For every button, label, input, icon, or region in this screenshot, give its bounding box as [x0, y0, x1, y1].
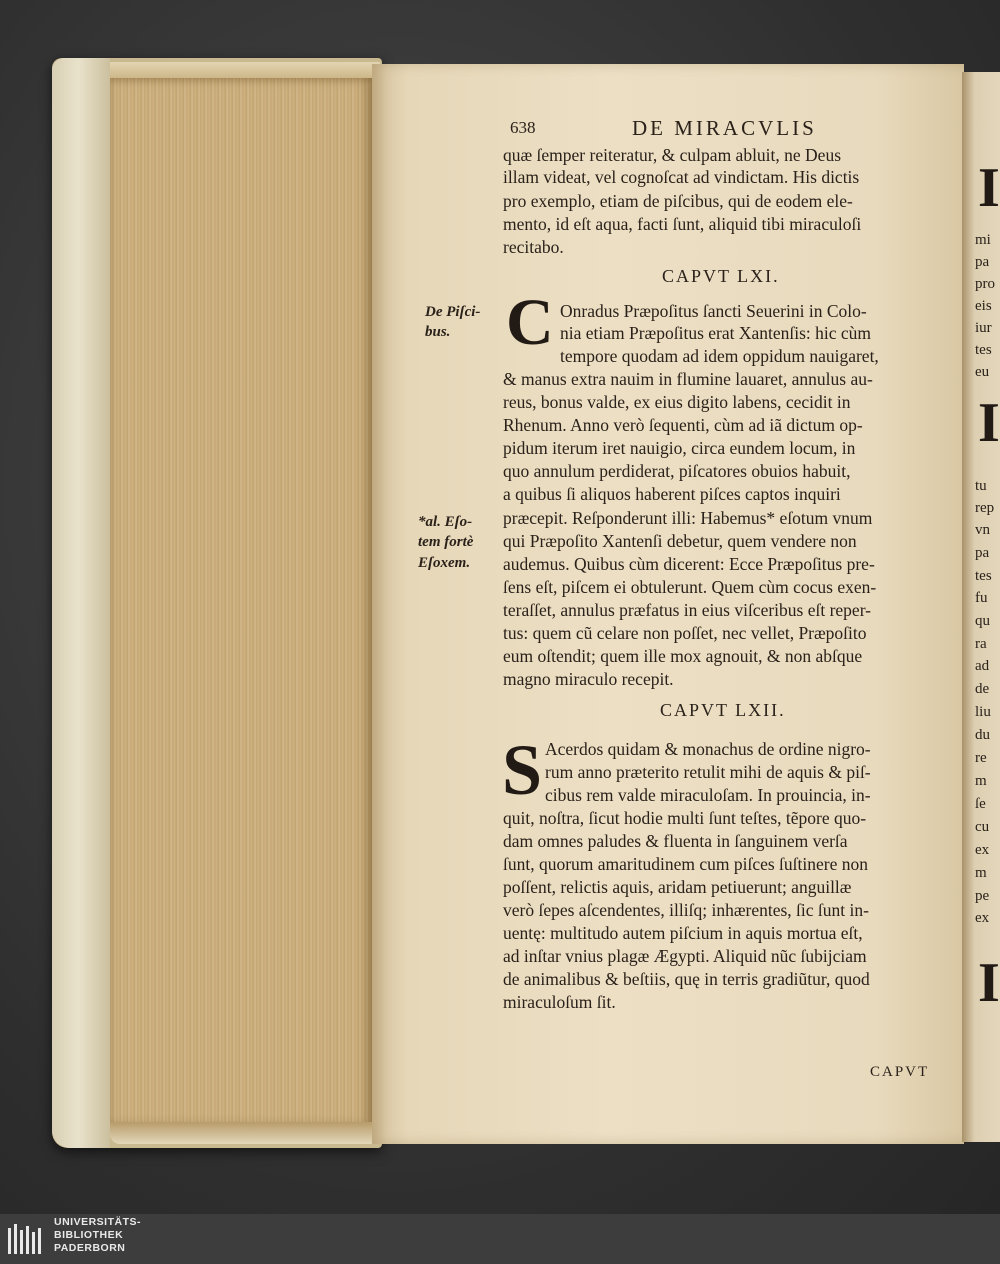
- facing-fragment: tes: [975, 342, 992, 358]
- facing-fragment: pro: [975, 276, 995, 292]
- text-line: tempore quodam ad idem oppidum nauigaret,: [560, 346, 879, 366]
- facing-fragment: m: [975, 865, 987, 881]
- facing-fragment: ex: [975, 842, 990, 858]
- text-line: poſſent, relictis aquis, aridam petiuerunt; anguillæ: [503, 877, 852, 897]
- catchword: CAPVT: [870, 1064, 930, 1080]
- text-line: verò ſepes aſcendentes, illiſq; inhærentes, ſic ſunt in-: [503, 900, 869, 920]
- text-line: recitabo.: [503, 237, 564, 257]
- facing-fragment: eis: [975, 298, 992, 314]
- facing-fragment: re: [975, 750, 987, 766]
- text-line: qui Præpoſito Xantenſi debetur, quem vendere non: [503, 531, 857, 551]
- facing-fragment: vn: [975, 522, 990, 538]
- text-line: cibus rem valde miraculoſam. In prouincia, in-: [545, 785, 871, 805]
- text-line: & manus extra nauim in flumine lauaret, annulus au-: [503, 369, 873, 389]
- facing-fragment: qu: [975, 613, 990, 629]
- text-line: reus, bonus valde, ex eius digito labens, cecidit in: [503, 392, 851, 412]
- facing-fragment: rep: [975, 500, 995, 516]
- facing-fragment: iur: [975, 320, 992, 336]
- facing-fragment: pe: [975, 888, 990, 904]
- text-line: Rhenum. Anno verò ſequenti, cùm ad iã dictum op-: [503, 415, 863, 435]
- text-line: ſens eſt, piſcem ei obtulerunt. Quem cùm cocus exen-: [503, 577, 877, 597]
- text-line: pro exemplo, etiam de piſcibus, qui de eodem ele-: [503, 191, 853, 211]
- text-line: quo annulum perdiderat, piſcatores obuios habuit,: [503, 461, 851, 481]
- text-line: a quibus ſi aliquos haberent piſces captos inquiri: [503, 484, 841, 504]
- facing-drop-cap: I: [978, 952, 1000, 1014]
- facing-fragment: fu: [975, 590, 988, 606]
- margin-note: De Piſci-: [425, 304, 481, 320]
- library-name-line: BIBLIOTHEK: [54, 1229, 124, 1241]
- page-edges: [110, 75, 372, 1125]
- facing-fragment: cu: [975, 819, 990, 835]
- page-number: 638: [510, 118, 536, 137]
- text-line: quit, noſtra, ſicut hodie multi ſunt teſtes, tẽpore quo-: [503, 808, 867, 828]
- facing-fragment: tes: [975, 568, 992, 584]
- margin-note: tem fortè: [418, 534, 474, 550]
- text-line: eum oſtendit; quem ille mox agnouit, & non abſque: [503, 646, 863, 666]
- text-line: ſunt, quorum amaritudinem cum piſces ſuſtinere non: [503, 854, 868, 874]
- running-title: DE MIRACVLIS: [632, 116, 817, 140]
- facing-fragment: ex: [975, 910, 990, 926]
- facing-fragment: de: [975, 681, 990, 697]
- facing-fragment: mi: [975, 232, 991, 248]
- text-line: mento, id eſt aqua, facti ſunt, aliquid tibi miraculoſi: [503, 214, 862, 234]
- page-edges-top: [110, 62, 380, 78]
- margin-note: bus.: [425, 324, 451, 340]
- facing-fragment: liu: [975, 704, 991, 720]
- text-line: teraſſet, annulus præfatus in eius viſceribus eſt reper-: [503, 600, 872, 620]
- chapter-heading: CAPVT LXI.: [662, 266, 780, 286]
- text-line: de animalibus & beſtiis, quę in terris gradiũtur, quod: [503, 969, 870, 989]
- facing-fragment: tu: [975, 478, 987, 494]
- facing-drop-cap: I: [978, 157, 1000, 219]
- text-line: rum anno præterito retulit mihi de aquis & piſ-: [545, 762, 871, 782]
- facing-fragment: pa: [975, 254, 990, 270]
- text-line: nia etiam Præpoſitus erat Xantenſis: hic cùm: [560, 323, 872, 343]
- text-line: magno miraculo recepit.: [503, 669, 674, 689]
- facing-fragment: ſe: [975, 796, 986, 812]
- library-name-line: UNIVERSITÄTS-: [54, 1216, 142, 1228]
- drop-cap: C: [506, 286, 554, 359]
- library-logo-icon: [8, 1224, 44, 1254]
- facing-fragment: du: [975, 727, 990, 743]
- text-line: Acerdos quidam & monachus de ordine nigro-: [545, 739, 871, 759]
- facing-drop-cap: I: [978, 392, 1000, 454]
- facing-fragment: ad: [975, 658, 990, 674]
- chapter-heading: CAPVT LXII.: [660, 700, 786, 720]
- text-line: dam omnes paludes & fluenta in ſanguinem verſa: [503, 831, 848, 851]
- library-name-line: PADERBORN: [54, 1242, 126, 1254]
- page-edges-bottom: [110, 1122, 380, 1144]
- text-line: quæ ſemper reiteratur, & culpam abluit, ne Deus: [503, 145, 842, 165]
- text-line: illam videat, vel cognoſcat ad vindictam. His dictis: [503, 167, 860, 187]
- margin-note: *al. Eſo-: [418, 514, 473, 530]
- library-footer: [0, 1214, 1000, 1264]
- facing-fragment: ra: [975, 636, 987, 652]
- margin-note: Eſoxem.: [418, 555, 471, 571]
- text-line: ad inſtar vnius plagæ Ægypti. Aliquid nũc ſubijciam: [503, 946, 867, 966]
- book-spine: [52, 58, 110, 1148]
- text-line: pidum iterum iret nauigio, circa eundem locum, in: [503, 438, 856, 458]
- facing-fragment: m: [975, 773, 987, 789]
- facing-fragment: eu: [975, 364, 990, 380]
- text-line: tus: quem cũ celare non poſſet, nec vellet, Præpoſito: [503, 623, 867, 643]
- drop-cap: S: [502, 730, 543, 810]
- facing-fragment: pa: [975, 545, 990, 561]
- text-line: Onradus Præpoſitus ſancti Seuerini in Colo-: [560, 301, 867, 321]
- text-line: audemus. Quibus cùm dicerent: Ecce Præpoſitus pre-: [503, 554, 875, 574]
- text-line: præcepit. Reſponderunt illi: Habemus* eſotum vnum: [503, 508, 873, 528]
- text-line: miraculoſum ſit.: [503, 992, 616, 1012]
- text-line: uentę: multitudo autem piſcium in aquis mortua eſt,: [503, 923, 863, 943]
